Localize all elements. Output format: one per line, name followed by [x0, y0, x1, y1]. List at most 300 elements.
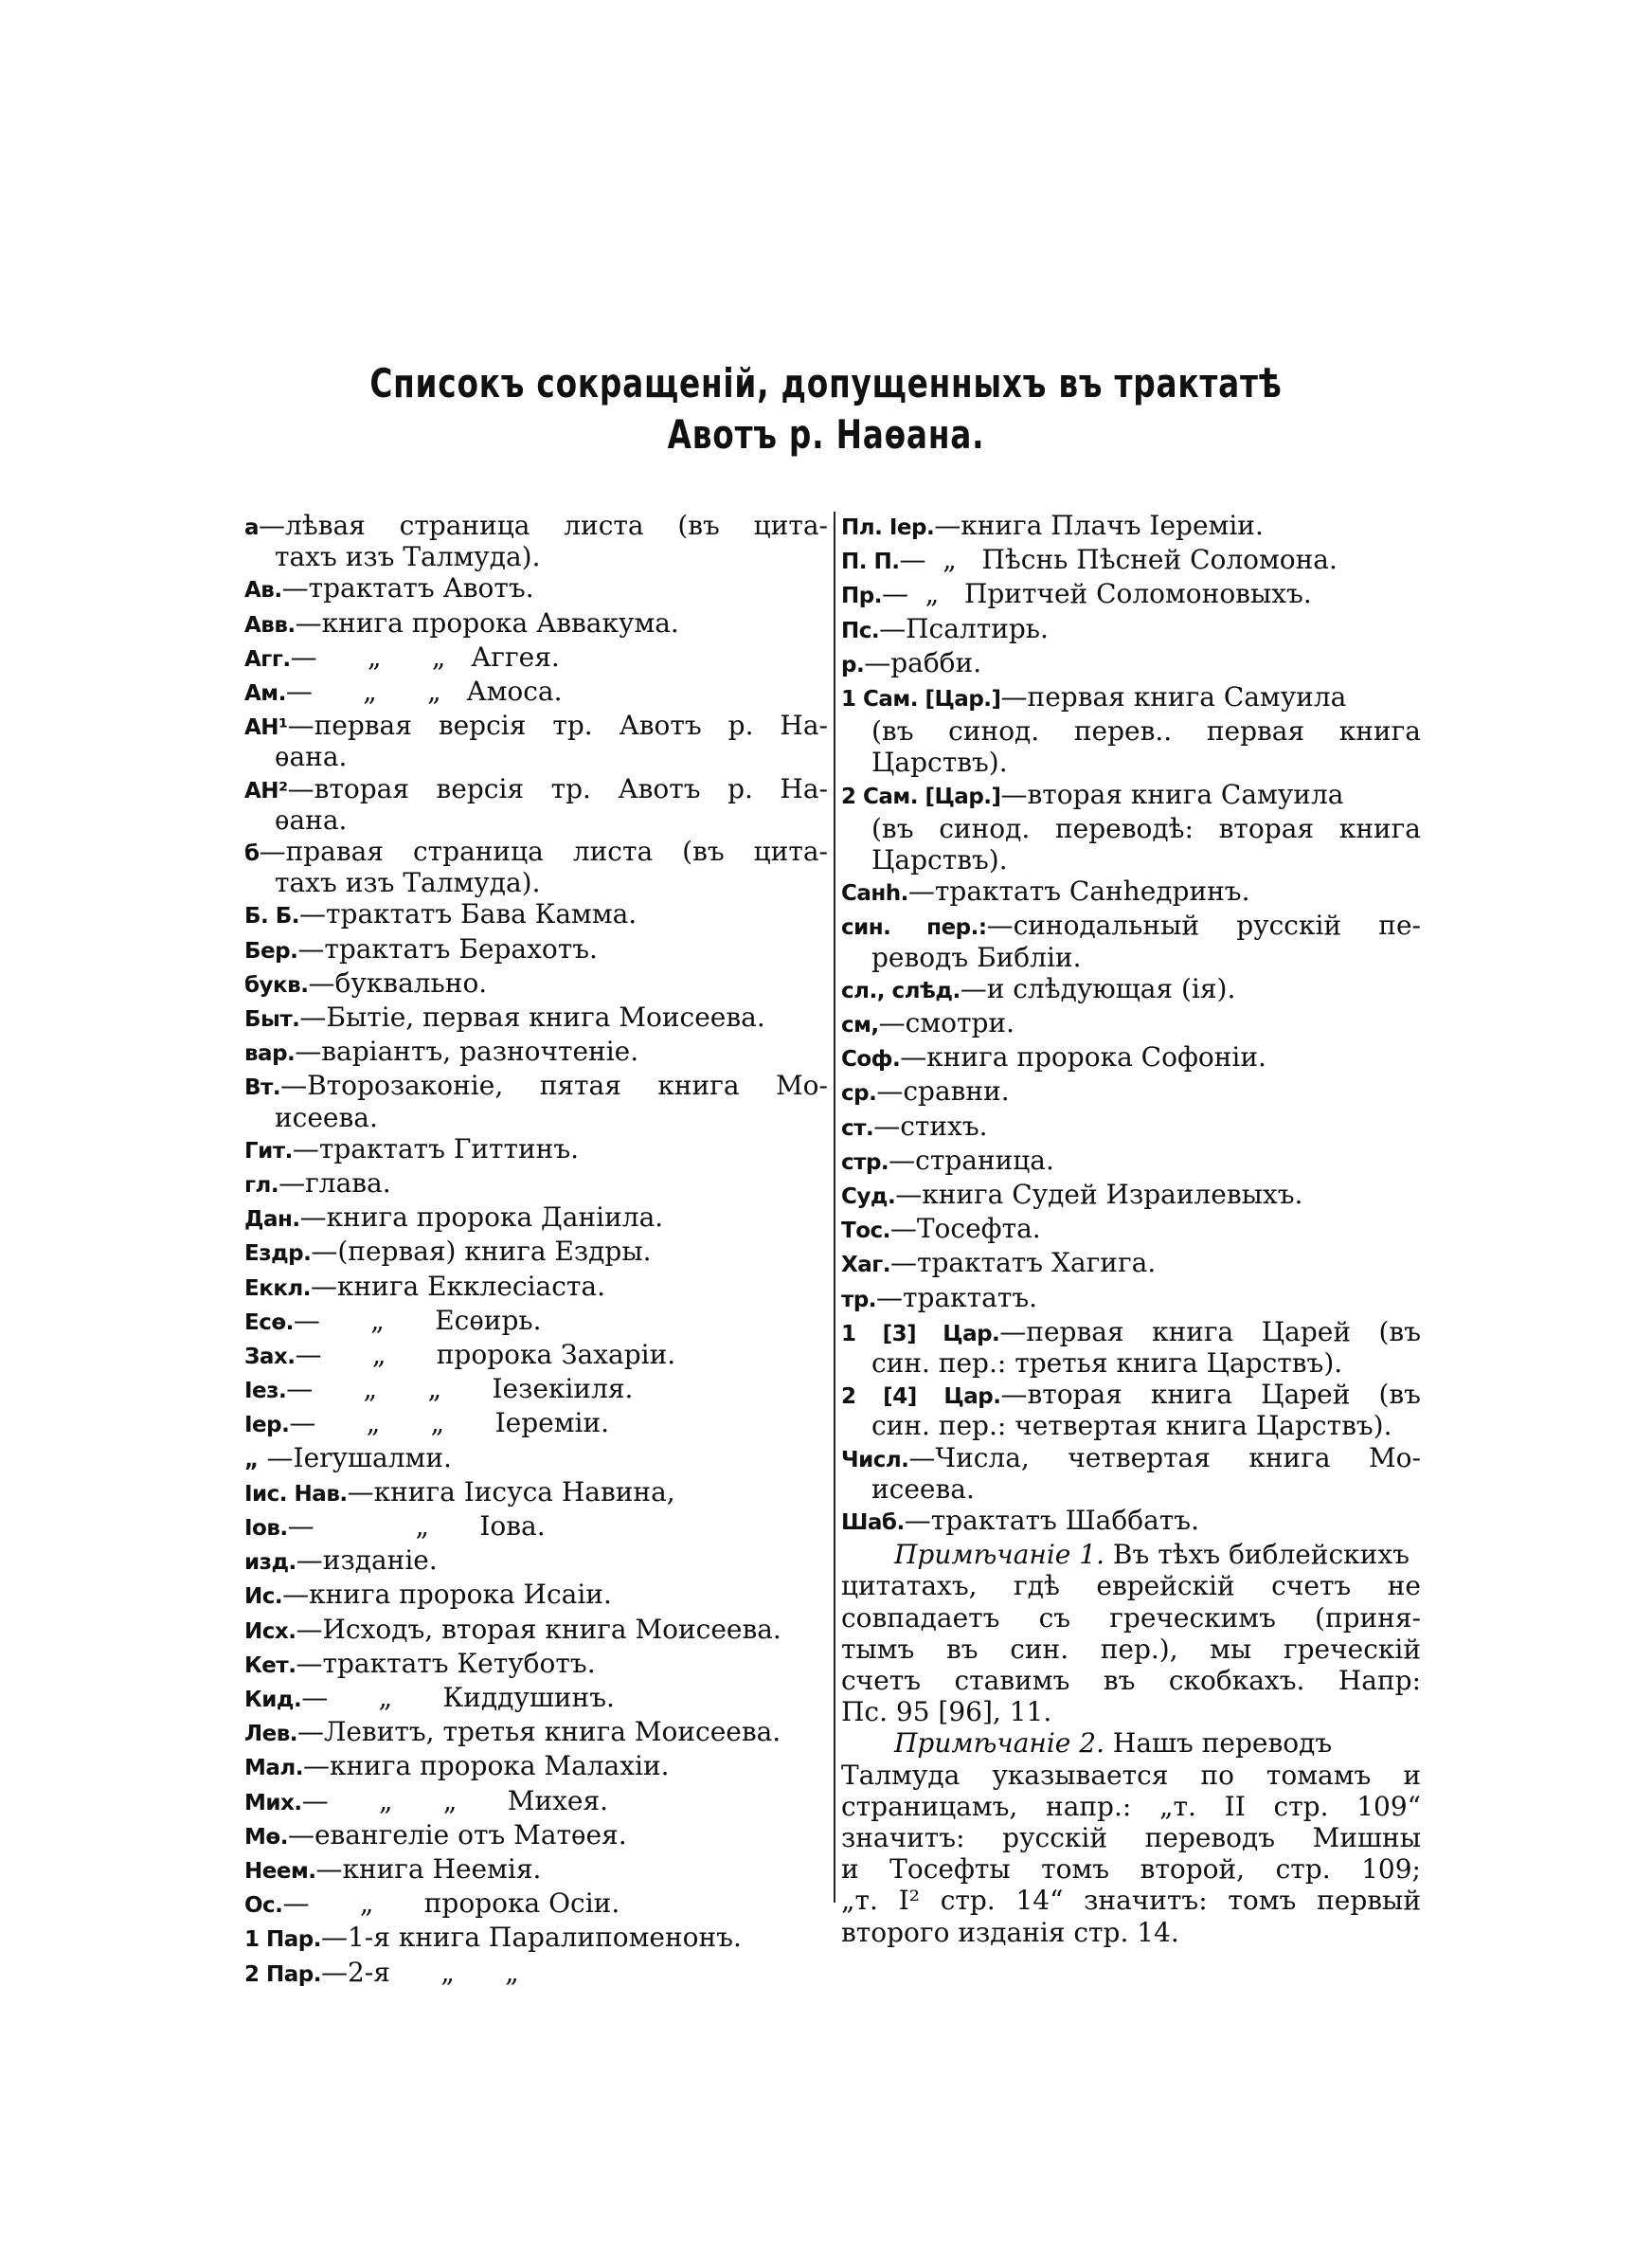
abbreviation-entry	[244, 1819, 828, 1853]
entry-abbreviation: Зах.	[244, 1345, 296, 1369]
abbreviation-entry	[244, 1853, 828, 1887]
column-divider	[834, 512, 835, 1903]
abbreviation-entry	[841, 1282, 1421, 1316]
entry-line	[841, 1347, 1421, 1379]
title-line-2: Авотъ р. Наѳана.	[667, 411, 985, 458]
entry-separator: —	[907, 876, 935, 908]
abbreviation-entry	[244, 1957, 828, 1991]
abbreviation-entry	[841, 544, 1421, 578]
abbreviation-entry	[244, 1510, 828, 1544]
entry-line	[841, 681, 1421, 715]
entry-line	[244, 1887, 828, 1922]
entry-text: „ Есѳирь.	[319, 1304, 542, 1336]
entry-text: глава.	[305, 1166, 391, 1199]
entry-text: книга пророка Даніила.	[326, 1201, 664, 1234]
entry-abbreviation: Кид.	[244, 1688, 302, 1713]
note-line	[841, 1665, 1421, 1696]
entry-abbreviation: Суд.	[841, 1184, 896, 1210]
abbreviation-entry	[244, 1167, 828, 1201]
abbreviation-entry	[841, 973, 1421, 1007]
abbreviation-entry	[841, 1247, 1421, 1281]
entry-line	[244, 1373, 828, 1407]
entry-separator: —	[287, 710, 314, 742]
entry-abbreviation: П. П.	[841, 550, 900, 575]
abbreviation-entry	[244, 1201, 828, 1236]
entry-line	[244, 933, 828, 967]
entry-text: вторая книга Самуила	[1027, 778, 1344, 810]
abbreviation-entry	[244, 572, 828, 606]
entry-text: „ Притчей Соломоновыхъ.	[907, 578, 1312, 610]
entry-line	[841, 1247, 1421, 1281]
note-text: Пс. 95 [96], 11.	[841, 1696, 1052, 1728]
entry-separator: —	[347, 1475, 374, 1508]
entry-text: Царствъ).	[871, 747, 1008, 779]
entry-abbreviation: Шаб.	[841, 1510, 905, 1535]
abbreviation-entry	[841, 1145, 1421, 1179]
entry-text: книга Неемія.	[342, 1853, 542, 1886]
abbreviation-entry	[244, 1785, 828, 1819]
entry-separator: —	[908, 1441, 936, 1473]
entry-separator: —	[281, 572, 309, 605]
abbreviation-entry	[244, 510, 828, 572]
entry-abbreviation: тр.	[841, 1287, 877, 1312]
entry-text: „ Киддушинъ.	[328, 1682, 615, 1714]
entry-separator: —	[934, 510, 961, 541]
entry-abbreviation: Гит.	[244, 1138, 293, 1164]
note-text: Талмуда указывается по томамъ и	[841, 1759, 1421, 1791]
entry-line	[841, 1442, 1421, 1473]
note-line	[841, 1539, 1421, 1570]
entry-line	[244, 1682, 828, 1716]
entry-abbreviation: Ездр.	[244, 1241, 312, 1267]
entry-text: Тосефта.	[916, 1213, 1041, 1245]
entry-abbreviation: 2 Сам. [Цар.]	[841, 784, 1001, 809]
note-line	[841, 1760, 1421, 1791]
entry-text: сравни.	[903, 1075, 1010, 1108]
entry-separator: —	[293, 1304, 320, 1336]
entry-separator: —	[878, 1007, 906, 1038]
entry-line	[244, 804, 828, 836]
note-line	[841, 1791, 1421, 1822]
abbreviation-entry	[244, 1271, 828, 1305]
entry-abbreviation: 2 Пар.	[244, 1961, 321, 1987]
entry-abbreviation: Ав.	[244, 578, 282, 604]
abbreviation-entry	[244, 1614, 828, 1648]
note-text: и Тосефты томъ второй, стр. 109;	[841, 1853, 1421, 1886]
entry-line	[841, 613, 1421, 647]
entry-separator: —	[889, 1144, 916, 1176]
entry-line	[244, 1957, 828, 1991]
abbreviation-entry	[244, 676, 828, 710]
entry-line	[841, 779, 1421, 813]
entry-text: реводъ Библіи.	[871, 941, 1082, 973]
entry-line	[244, 541, 828, 572]
abbreviation-entry	[841, 647, 1421, 681]
abbreviation-entry	[841, 1213, 1421, 1247]
entry-text: трактатъ Кетуботъ.	[322, 1647, 596, 1679]
note-line	[841, 1885, 1421, 1916]
abbreviation-entry	[841, 578, 1421, 612]
entry-separator: —	[889, 1213, 917, 1245]
abbreviation-entry	[244, 1133, 828, 1167]
entry-separator: —	[876, 1281, 904, 1313]
entry-line	[841, 1145, 1421, 1179]
title-line-1: Списокъ сокращеній, допущенныхъ въ трактатѣ	[369, 360, 1283, 406]
abbreviation-entry	[244, 1579, 828, 1613]
entry-abbreviation: Санh.	[841, 881, 908, 907]
entry-line	[244, 510, 828, 541]
entry-line	[841, 1179, 1421, 1213]
abbreviation-entry	[244, 773, 828, 836]
entry-text: син. пер.: третья книга Царствъ).	[871, 1347, 1343, 1380]
entry-line	[244, 1819, 828, 1853]
entry-line	[841, 510, 1421, 544]
entry-separator: —	[320, 1922, 348, 1954]
entry-separator: —	[890, 1247, 918, 1279]
abbreviation-entry	[244, 898, 828, 932]
abbreviation-entry	[244, 933, 828, 967]
entry-separator: —	[278, 1166, 306, 1199]
footnote	[841, 1727, 1421, 1947]
entry-separator: —	[259, 510, 286, 541]
left-column	[244, 510, 828, 1991]
entry-abbreviation: б	[244, 840, 260, 866]
note-line	[841, 1602, 1421, 1634]
entry-line	[244, 1070, 828, 1101]
entry-line	[244, 1201, 828, 1236]
note-line	[841, 1634, 1421, 1665]
entry-abbreviation: Мѳ.	[244, 1824, 288, 1850]
entry-text: „ Пѣснь Пѣсней Соломона.	[925, 544, 1338, 576]
entry-abbreviation: Быт.	[244, 1006, 300, 1032]
entry-separator: —	[287, 1818, 314, 1851]
entry-line	[244, 607, 828, 641]
note-text: Нашъ переводъ	[1104, 1727, 1333, 1760]
abbreviation-entry	[841, 1442, 1421, 1505]
entry-line	[244, 710, 828, 741]
abbreviation-entry	[841, 1379, 1421, 1441]
note-line	[841, 1917, 1421, 1948]
entry-text: книга пророка Малахіи.	[330, 1750, 670, 1782]
entry-line	[244, 867, 828, 898]
entry-text: изданіе.	[322, 1544, 438, 1577]
entry-line	[841, 544, 1421, 578]
entry-text: вторая книга Царей (въ	[1027, 1379, 1421, 1411]
entry-text: страница.	[915, 1144, 1054, 1176]
entry-line	[841, 1110, 1421, 1145]
entry-line	[244, 1442, 828, 1476]
entry-line	[841, 1213, 1421, 1247]
note-heading: Примѣчаніе 1.	[894, 1539, 1104, 1571]
entry-separator: —	[315, 1853, 343, 1886]
entry-line	[841, 647, 1421, 681]
entry-line	[244, 967, 828, 1002]
abbreviation-entry	[841, 1041, 1421, 1075]
entry-separator: —	[301, 1784, 329, 1816]
entry-separator: —	[282, 1579, 310, 1611]
entry-abbreviation: Лев.	[244, 1722, 297, 1747]
abbreviation-entry	[244, 1070, 828, 1132]
right-entries	[841, 510, 1421, 1539]
entry-abbreviation: Ис.	[244, 1584, 283, 1610]
entry-separator: —	[258, 1441, 294, 1473]
entry-separator: —	[286, 1373, 314, 1405]
abbreviation-entry	[841, 1179, 1421, 1213]
right-column	[841, 510, 1421, 1948]
entry-separator: —	[285, 676, 313, 707]
entry-abbreviation: Іис. Нав.	[244, 1481, 348, 1507]
entry-line	[244, 773, 828, 804]
entry-separator: —	[999, 1315, 1027, 1347]
page-title	[367, 358, 1285, 460]
entry-text: Псалтирь.	[906, 612, 1049, 644]
entry-text: Ierушалми.	[293, 1441, 452, 1473]
abbreviation-entry	[244, 1002, 828, 1036]
entry-text: стихъ.	[900, 1110, 988, 1142]
entry-line	[841, 578, 1421, 612]
entry-text: „ „ Аггея.	[316, 641, 560, 673]
entry-abbreviation: букв.	[244, 972, 309, 998]
entry-line	[244, 1305, 828, 1339]
note-line	[841, 1822, 1421, 1853]
entry-abbreviation: Соф.	[841, 1047, 901, 1073]
entry-abbreviation: Вт.	[244, 1075, 281, 1101]
entry-abbreviation: Хаг.	[841, 1253, 891, 1278]
entry-line	[244, 1002, 828, 1036]
abbreviation-entry	[244, 1544, 828, 1579]
entry-abbreviation: Дан.	[244, 1207, 300, 1233]
entry-separator: —	[900, 1041, 927, 1074]
entry-text: „ „ Іезекіиля.	[313, 1373, 634, 1405]
entry-line	[244, 1036, 828, 1070]
entry-text: Числа, четвертая книга Мо-	[935, 1441, 1421, 1473]
entry-line	[841, 844, 1421, 876]
entry-text: смотри.	[905, 1007, 1015, 1038]
entry-separator: —	[287, 772, 314, 804]
entry-text: (первая) книга Ездры.	[337, 1236, 652, 1268]
entry-text: „ „ Михея.	[328, 1784, 609, 1816]
abbreviation-entry	[841, 510, 1421, 544]
abbreviation-entry	[244, 1036, 828, 1070]
entry-separator: —	[296, 1647, 323, 1679]
entry-separator: —	[904, 1505, 931, 1536]
abbreviation-entry	[841, 779, 1421, 876]
note-heading: Примѣчаніе 2.	[894, 1727, 1104, 1760]
entry-text: син. пер.: четвертая книга Царствъ).	[871, 1410, 1392, 1442]
abbreviation-entry	[244, 1922, 828, 1956]
entry-separator: —	[295, 1339, 322, 1370]
entry-separator: —	[879, 612, 907, 644]
entry-text: вторая версія тр. Авотъ р. На-	[314, 772, 828, 804]
abbreviation-entry	[244, 1682, 828, 1716]
entry-abbreviation: р.	[841, 652, 865, 677]
entry-line	[244, 1339, 828, 1373]
abbreviation-entry	[244, 1648, 828, 1682]
note-text: Въ тѣхъ библейскихъ	[1104, 1539, 1410, 1571]
note-line	[841, 1570, 1421, 1601]
entry-line	[244, 741, 828, 772]
abbreviation-entry	[244, 641, 828, 676]
entry-separator: —	[899, 544, 926, 576]
entry-text: первая книга Самуила	[1027, 681, 1347, 713]
entry-text: книга Судей Израилевыхъ.	[922, 1179, 1303, 1211]
entry-line	[244, 676, 828, 710]
entry-abbreviation: Ам.	[244, 681, 286, 706]
abbreviation-entry	[841, 910, 1421, 972]
entry-line	[244, 1510, 828, 1544]
note-text: второго изданія стр. 14.	[841, 1916, 1179, 1948]
entry-line	[244, 836, 828, 867]
note-line	[841, 1853, 1421, 1885]
entry-abbreviation: Еккл.	[244, 1275, 312, 1301]
entry-line	[841, 1041, 1421, 1075]
entry-text: трактатъ Авотъ.	[308, 572, 534, 605]
entry-abbreviation: 1 Пар.	[244, 1927, 321, 1953]
entry-line	[244, 1102, 828, 1133]
abbreviation-entry	[244, 1750, 828, 1784]
entry-line	[244, 898, 828, 932]
entry-abbreviation: стр.	[841, 1149, 889, 1175]
entry-separator: —	[299, 1201, 327, 1234]
entry-text: книга Плачъ Іереміи.	[961, 510, 1264, 541]
entry-abbreviation: Авв.	[244, 612, 296, 638]
abbreviation-entry	[244, 1476, 828, 1510]
entry-separator: —	[289, 1407, 316, 1439]
entry-separator: —	[873, 1110, 901, 1142]
note-text: совпадаетъ съ греческимъ (приня-	[841, 1601, 1421, 1634]
entry-abbreviation: Тос.	[841, 1219, 890, 1244]
entry-abbreviation: ср.	[841, 1081, 877, 1107]
entry-abbreviation: АН²	[244, 778, 288, 803]
entry-abbreviation: Есѳ.	[244, 1309, 294, 1335]
entry-text: Левитъ, третья книга Моисеева.	[324, 1716, 781, 1748]
entry-text: трактатъ Санhедринъ.	[934, 876, 1250, 908]
entry-abbreviation: ст.	[841, 1115, 874, 1141]
entry-abbreviation: гл.	[244, 1172, 279, 1198]
abbreviation-entry	[841, 1075, 1421, 1110]
entry-abbreviation: Мал.	[244, 1756, 303, 1781]
entry-text: „ „ Іереміи.	[315, 1407, 609, 1439]
abbreviation-entry	[841, 1110, 1421, 1145]
entry-text: лѣвая страница листа (въ цита-	[285, 510, 828, 541]
entry-line	[841, 1007, 1421, 1041]
entry-abbreviation: Агг.	[244, 646, 291, 672]
entry-separator: —	[297, 1716, 324, 1748]
entry-line	[244, 1476, 828, 1510]
entry-abbreviation: Б. Б.	[244, 904, 300, 930]
abbreviation-entry	[841, 681, 1421, 779]
entry-text: трактатъ Гиттинъ.	[318, 1132, 580, 1165]
entry-text: синодальный русскій пе-	[1013, 910, 1421, 942]
entry-text: Бытіе, первая книга Моисеева.	[326, 1001, 765, 1033]
entry-text: „ пророка Захаріи.	[321, 1339, 676, 1370]
entry-abbreviation: Іер.	[244, 1413, 290, 1438]
entry-line	[841, 1075, 1421, 1110]
entry-text: ѳана.	[275, 803, 348, 836]
entry-abbreviation: Ос.	[244, 1893, 283, 1919]
entry-text: книга пророка Софоніи.	[926, 1041, 1266, 1074]
entry-text: „ пророка Осіи.	[309, 1887, 620, 1920]
entry-text: первая книга Царей (въ	[1026, 1315, 1421, 1347]
entry-separator: —	[259, 835, 286, 867]
entry-abbreviation: изд.	[244, 1550, 296, 1576]
abbreviation-entry	[244, 1887, 828, 1922]
abbreviation-entry	[244, 1339, 828, 1373]
entry-separator: —	[311, 1236, 338, 1268]
entry-text: рабби.	[890, 646, 982, 678]
entry-text: (въ синод. перев.. первая книга	[871, 715, 1421, 748]
entry-text: первая версія тр. Авотъ р. На-	[314, 710, 828, 742]
entry-abbreviation: Неем.	[244, 1859, 316, 1885]
entry-text: книга Іисуса Навина,	[373, 1475, 675, 1508]
entry-text: трактатъ Хагига.	[917, 1247, 1157, 1279]
entry-abbreviation: „	[244, 1447, 259, 1472]
abbreviation-entry	[244, 607, 828, 641]
entry-line	[841, 1379, 1421, 1410]
entry-line	[841, 747, 1421, 778]
entry-abbreviation: Пр.	[841, 584, 882, 609]
entry-separator: —	[299, 1001, 327, 1033]
entry-text: исеева.	[871, 1472, 975, 1505]
entry-separator: —	[864, 646, 891, 678]
entry-abbreviation: а	[244, 515, 260, 540]
entry-separator: —	[895, 1179, 923, 1211]
abbreviation-entry	[244, 967, 828, 1002]
entry-separator: —	[308, 966, 335, 999]
abbreviation-entry	[841, 1505, 1421, 1539]
entry-text: евангеліе отъ Матѳея.	[314, 1818, 627, 1851]
entry-text: книга пророка Исаіи.	[309, 1579, 612, 1611]
entry-abbreviation: Пс.	[841, 618, 880, 643]
entry-abbreviation: Исх.	[244, 1618, 296, 1644]
note-line	[841, 1696, 1421, 1727]
entry-line	[244, 1648, 828, 1682]
entry-text: правая страница листа (въ цита-	[285, 835, 828, 867]
entry-abbreviation: 2 [4] Цар.	[841, 1384, 1001, 1410]
abbreviation-entry	[244, 1373, 828, 1407]
entry-line	[841, 1282, 1421, 1316]
entry-separator: —	[311, 1270, 338, 1302]
entry-abbreviation: син. пер.:	[841, 915, 987, 941]
entry-line	[244, 1614, 828, 1648]
entry-text: трактатъ.	[903, 1281, 1038, 1313]
entry-separator: —	[295, 606, 322, 639]
entry-text: и слѣдующая (ія).	[986, 972, 1236, 1004]
entry-text: тахъ изъ Талмуда).	[275, 867, 541, 899]
abbreviation-entry	[244, 710, 828, 772]
entry-line	[244, 641, 828, 676]
entry-text: исеева.	[275, 1101, 378, 1133]
entry-text: книга Екклесіаста.	[337, 1270, 605, 1302]
entry-separator: —	[292, 1132, 319, 1165]
entry-text: трактатъ Шаббатъ.	[930, 1505, 1199, 1536]
entry-abbreviation: см,	[841, 1013, 879, 1038]
entry-text: трактатъ Берахотъ.	[324, 932, 598, 965]
entry-abbreviation: 1 Сам. [Цар.]	[841, 687, 1001, 713]
entry-separator: —	[881, 578, 908, 610]
entry-separator: —	[290, 641, 317, 673]
entry-separator: —	[296, 1613, 323, 1645]
note-text: „т. I² стр. 14“ значитъ: томъ первый	[841, 1885, 1421, 1917]
entry-line	[841, 910, 1421, 941]
entry-text: Второзаконіе, пятая книга Мо-	[307, 1070, 828, 1102]
entry-separator: —	[320, 1956, 348, 1988]
abbreviation-entry	[244, 1407, 828, 1441]
entry-line	[244, 1579, 828, 1613]
entry-text: Царствъ).	[871, 844, 1008, 876]
entry-abbreviation: Числ.	[841, 1447, 909, 1472]
entry-abbreviation: Іез.	[244, 1379, 287, 1404]
